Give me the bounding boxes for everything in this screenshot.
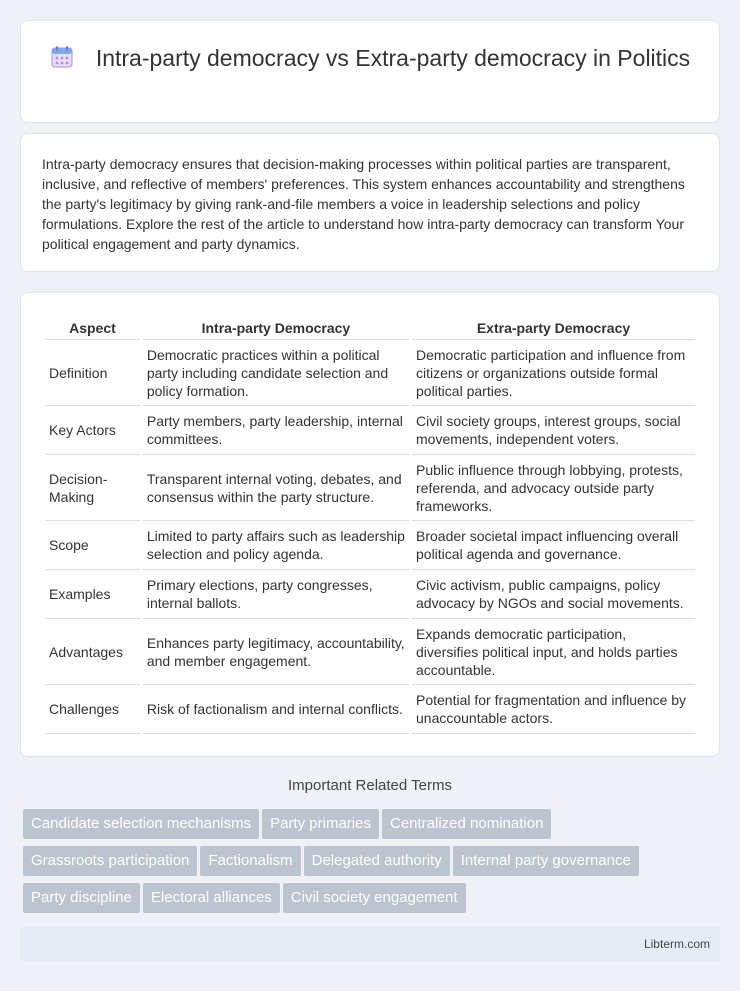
tag-row (23, 809, 723, 846)
row-intra: Party members, party leadership, internal committees. (143, 406, 409, 455)
row-aspect: Examples (45, 570, 140, 619)
row-intra: Primary elections, party congresses, internal ballots. (143, 570, 409, 619)
tag-electoral-alliances[interactable]: Electoral alliances (143, 883, 280, 913)
tag-civil-society-engagement[interactable]: Civil society engagement (283, 883, 466, 913)
calendar-icon (50, 45, 74, 69)
header-extra-party: Extra-party Democracy (412, 313, 695, 340)
table-row (45, 521, 695, 570)
row-extra: Broader societal impact influencing overall political agenda and governance. (412, 521, 695, 570)
table-row (45, 455, 695, 521)
row-intra: Risk of factionalism and internal conflicts. (143, 685, 409, 734)
footer (20, 927, 720, 961)
row-extra: Democratic participation and influence from citizens or organizations outside formal political parties. (412, 340, 695, 406)
row-intra: Democratic practices within a political party including candidate selection and policy formation. (143, 340, 409, 406)
page-title-text: Intra-party democracy vs Extra-party democracy in Politics (95, 45, 691, 71)
row-extra: Civic activism, public campaigns, policy advocacy by NGOs and social movements. (412, 570, 695, 619)
tag-internal-party-governance[interactable]: Internal party governance (453, 846, 639, 876)
row-aspect: Decision-Making (45, 455, 140, 521)
table-row (45, 340, 695, 406)
table-row (45, 406, 695, 455)
tag-row (23, 883, 723, 920)
header-aspect: Aspect (45, 313, 140, 340)
header-intra-party: Intra-party Democracy (143, 313, 409, 340)
page-title (21, 43, 719, 73)
row-aspect: Advantages (45, 619, 140, 685)
row-aspect: Challenges (45, 685, 140, 734)
tag-row (23, 846, 723, 883)
related-terms-list (23, 809, 723, 920)
row-intra: Limited to party affairs such as leadership selection and policy agenda. (143, 521, 409, 570)
row-aspect: Definition (45, 340, 140, 406)
intro-paragraph: Intra-party democracy ensures that decision-making processes within political parties are transparent, inclusive, and reflective of members' preferences. This system enhances accountability and strengthens the party's legitimacy by giving rank-and-file members a voice in leadership selections and policy formulations. Explore the rest of the article to understand how intra-party democracy can transform Your political engagement and party dynamics. (42, 156, 685, 252)
table-row (45, 619, 695, 685)
comparison-card (20, 292, 720, 757)
row-intra: Transparent internal voting, debates, and consensus within the party structure. (143, 455, 409, 521)
tag-delegated-authority[interactable]: Delegated authority (304, 846, 450, 876)
intro-card (20, 133, 720, 272)
table-row (45, 685, 695, 734)
row-extra: Expands democratic participation, diversifies political input, and holds parties accountable. (412, 619, 695, 685)
title-card (20, 20, 720, 123)
tag-centralized-nomination[interactable]: Centralized nomination (382, 809, 551, 839)
tag-grassroots-participation[interactable]: Grassroots participation (23, 846, 197, 876)
row-extra: Civil society groups, interest groups, social movements, independent voters. (412, 406, 695, 455)
row-intra: Enhances party legitimacy, accountability, and member engagement. (143, 619, 409, 685)
row-extra: Potential for fragmentation and influence by unaccountable actors. (412, 685, 695, 734)
table-header-row (45, 313, 695, 340)
related-terms-heading: Important Related Terms (288, 777, 452, 794)
table-row (45, 570, 695, 619)
footer-site-link[interactable]: Libterm.com (643, 937, 710, 951)
row-aspect: Scope (45, 521, 140, 570)
tag-party-primaries[interactable]: Party primaries (262, 809, 379, 839)
row-aspect: Key Actors (45, 406, 140, 455)
tag-candidate-selection-mechanisms[interactable]: Candidate selection mechanisms (23, 809, 259, 839)
row-extra: Public influence through lobbying, protests, referenda, and advocacy outside party frameworks. (412, 455, 695, 521)
tag-factionalism[interactable]: Factionalism (200, 846, 300, 876)
tag-party-discipline[interactable]: Party discipline (23, 883, 140, 913)
comparison-table (42, 313, 698, 734)
